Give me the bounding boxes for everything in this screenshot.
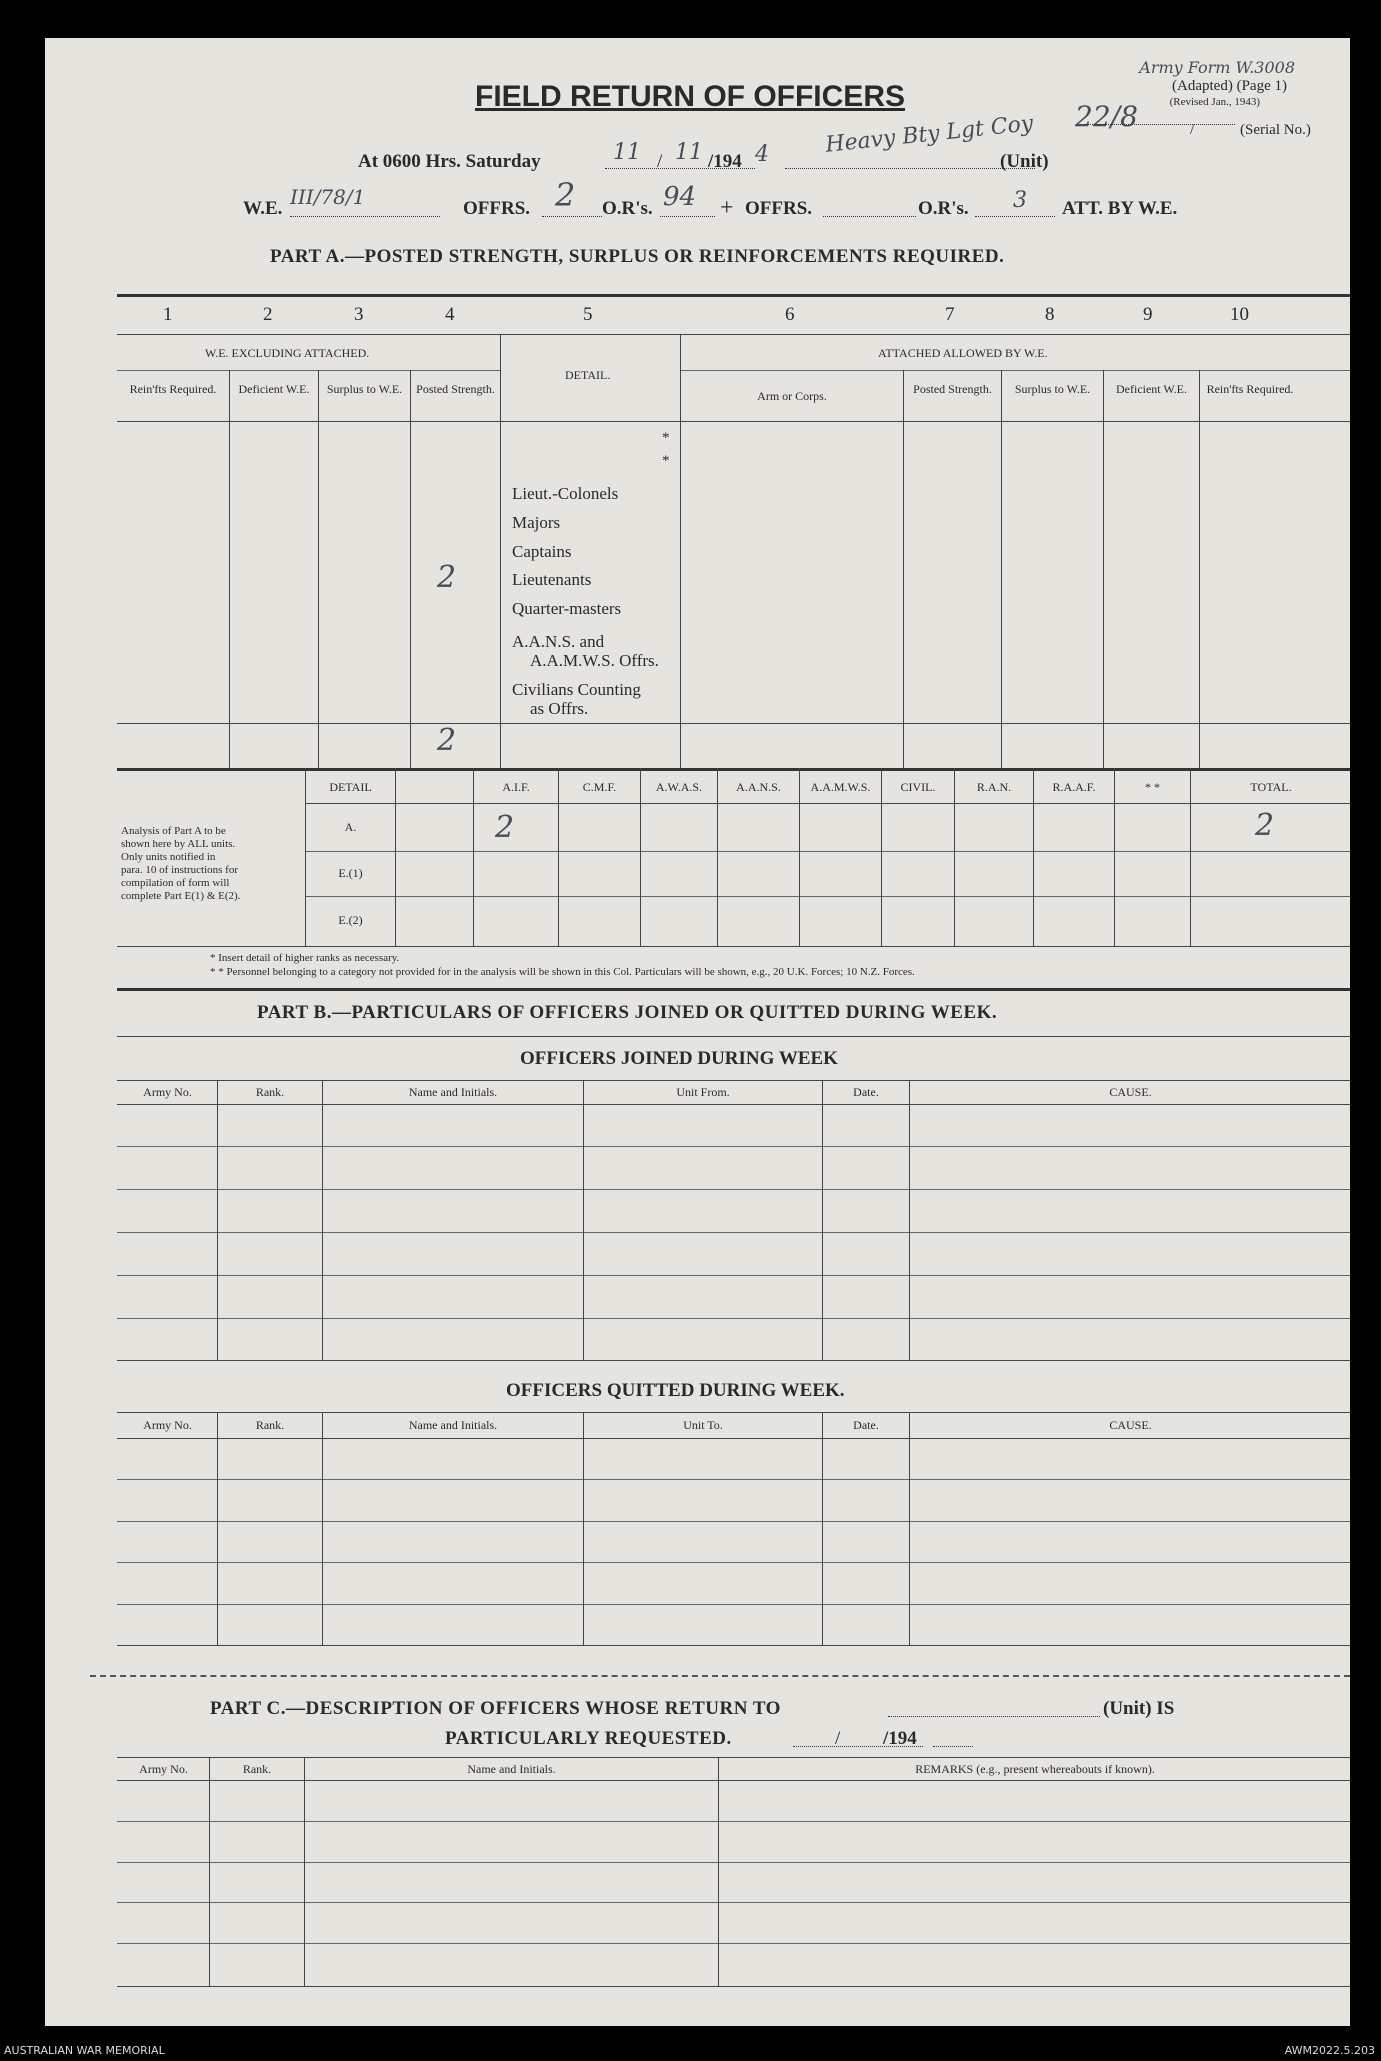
col-number: 2 — [263, 304, 273, 325]
part-a-heading: PART A.—POSTED STRENGTH, SURPLUS OR REINFORCEMENTS REQUIRED. — [270, 246, 1005, 267]
part-c-col-army-no: Army No. — [139, 1762, 188, 1776]
joined-col-unit-from: Unit From. — [676, 1085, 730, 1099]
lieutenants-posted-value: 2 — [437, 560, 457, 595]
quitted-col-army-no: Army No. — [143, 1418, 192, 1432]
joined-title: OFFICERS JOINED DURING WEEK — [520, 1048, 838, 1069]
analysis-header-cmf: C.M.F. — [582, 780, 617, 794]
rank-majors: Majors — [512, 513, 561, 532]
unit-label: (Unit) — [1000, 151, 1049, 172]
ors2-value: 3 — [1013, 188, 1027, 213]
footer-source: AUSTRALIAN WAR MEMORIAL — [4, 2044, 165, 2057]
offrs2-label: OFFRS. — [745, 198, 813, 219]
analysis-header-civil: CIVIL. — [900, 780, 936, 794]
detail-header: DETAIL. — [565, 368, 611, 382]
part-c-heading-b: PARTICULARLY REQUESTED. — [445, 1728, 732, 1749]
day-value: 11 — [613, 140, 641, 165]
revised-label: (Revised Jan., 1943) — [1169, 96, 1260, 108]
rank-quarter-masters: Quarter-masters — [512, 599, 622, 618]
page-title: FIELD RETURN OF OFFICERS — [475, 80, 905, 113]
rank-civilians: Civilians Counting — [512, 680, 641, 699]
col-header-reinfts: Rein'fts Required. — [129, 382, 217, 396]
asterisk: * — [662, 430, 670, 446]
quitted-title: OFFICERS QUITTED DURING WEEK. — [506, 1380, 845, 1401]
month-value: 11 — [675, 140, 703, 165]
group-left-header: W.E. EXCLUDING ATTACHED. — [205, 346, 370, 360]
at-label: At 0600 Hrs. Saturday — [358, 151, 541, 172]
year-digit: 4 — [755, 142, 769, 167]
quitted-col-name: Name and Initials. — [408, 1418, 498, 1432]
col-header-deficient: Deficient W.E. — [238, 382, 310, 396]
offrs-value: 2 — [555, 176, 576, 214]
col-number: 8 — [1045, 304, 1055, 325]
footnote-1: * Insert detail of higher ranks as necessary. — [210, 952, 400, 964]
col-number: 9 — [1143, 304, 1153, 325]
col-header-att-posted: Posted Strength. — [913, 382, 992, 396]
offrs-label: OFFRS. — [463, 198, 531, 219]
rank-aamws: A.A.M.W.S. Offrs. — [530, 651, 659, 670]
year-prefix: /194 — [708, 151, 742, 172]
ors-value: 94 — [663, 182, 697, 212]
analysis-note: Analysis of Part A to be shown here by ALL units. Only units notified in para. 10 of instructions for compilation of form will complete Part E(1) & E(2). — [121, 825, 241, 902]
rank-captains: Captains — [512, 542, 572, 561]
quitted-col-rank: Rank. — [255, 1418, 285, 1432]
serial-value: 22/8 — [1075, 100, 1138, 133]
rank-lieutenants: Lieutenants — [512, 570, 592, 589]
adapted-label: (Adapted) (Page 1) — [1172, 78, 1287, 94]
col-header-posted: Posted Strength. — [416, 382, 495, 396]
analysis-row-e1: E.(1) — [338, 866, 363, 880]
col-number: 3 — [354, 304, 364, 325]
asterisk: * — [662, 453, 670, 469]
army-form-label: Army Form W.3008 — [1139, 58, 1295, 77]
rank-lieut-colonels: Lieut.-Colonels — [512, 484, 619, 503]
joined-col-rank: Rank. — [255, 1085, 285, 1099]
rank-as-offrs: as Offrs. — [530, 699, 589, 718]
analysis-row-a: A. — [344, 820, 357, 834]
analysis-header-other: * * — [1145, 780, 1160, 794]
form-sheet: Army Form W.3008 (Adapted) (Page 1) (Revised Jan., 1943) 22/8 / (Serial No.) FIELD RETURN OF OFFICERS At 0600 Hrs. Saturday 11 / 11 /194 4 Heavy Bty Lgt Coy (Unit) W.E. III/78/1 OFFRS. 2 O.R's. 94 + OFFRS. O.R's. 3 ATT. BY W.E. PART A.—POSTED STRENGTH, SURPLUS OR REINFORCEMENTS REQUIRED. 1 2 3 4 5 6 7 8 9 10 W.E. EXCLUDING ATTACHED. ATTACHED ALLOWED BY W.E. DETAIL. Rein'fts Required. Deficient W.E. Surplus to W.E. Posted Strength. Arm or Corps. Posted Strength. Surplus to W.E. Deficient W.E. Rein'fts Required. * * Lieut.-Colonels Majors Captains Lieutenants Quarter-masters A.A.N.S. and A.A.M.W.S. Offrs. Civilians Counting as Offrs. 2 2 Analysis of Part A to be shown here by ALL units. Only units notified in para. 10 of instructions for compilation of form will complete Part E(1) & E(2). DETAIL A.I.F. C.M.F. A.W.A.S. A.A.N.S. A.A.M.W.S. CIVIL. R.A.N. R.A.A.F. * * TOTAL. A. E.(1) E.(2) 2 2 * Insert detail of higher ranks as necessary. * * Personnel belonging to a category not provided for in the analysis will be shown in this Col. Particulars will be shown, e.g., 20 U.K. Forces; 10 N.Z. Forces. PART B.—PARTICULARS OF OFFICERS JOINED OR QUITTED DURING WEEK. OFFICERS JOINED DURING WEEK Army No. Rank. Name and Initials. Unit From. Date. CAUSE. OFFICERS QUITTED DURING WEEK. Army No. Rank. Name and Initials. Unit To. Date. CAUSE. PART C.—DESCRIPTION OF OFFICERS WHOSE RETURN TO (Unit) IS PARTICULARLY REQUESTED. / /194 Army No. Rank. Name and Initials. REMARKS (e.g., present whereabouts if known). — [45, 38, 1350, 2026]
analysis-header-awas: A.W.A.S. — [655, 780, 703, 794]
part-c-date-suffix: /194 — [883, 1728, 917, 1749]
plus-sign: + — [720, 195, 734, 221]
quitted-col-date: Date. — [853, 1418, 879, 1432]
analysis-header-detail: DETAIL — [329, 780, 372, 794]
col-header-arm-corps: Arm or Corps. — [757, 389, 827, 403]
analysis-header-total: TOTAL. — [1250, 780, 1292, 794]
total-posted-value: 2 — [437, 723, 457, 758]
analysis-header-raaf: R.A.A.F. — [1052, 780, 1096, 794]
joined-col-date: Date. — [853, 1085, 879, 1099]
col-number: 1 — [163, 304, 173, 325]
part-b-heading: PART B.—PARTICULARS OF OFFICERS JOINED OR QUITTED DURING WEEK. — [257, 1002, 998, 1023]
col-number: 10 — [1230, 304, 1249, 325]
serial-line — [1085, 124, 1235, 125]
col-header-att-reinfts: Rein'fts Required. — [1206, 382, 1294, 396]
serial-label: (Serial No.) — [1240, 122, 1311, 138]
we-label: W.E. — [243, 198, 283, 219]
ors-label: O.R's. — [602, 198, 653, 219]
col-header-att-deficient: Deficient W.E. — [1116, 382, 1187, 396]
rank-aans: A.A.N.S. and — [512, 632, 605, 651]
we-value: III/78/1 — [290, 185, 366, 209]
part-c-col-remarks: REMARKS (e.g., present whereabouts if known). — [915, 1762, 1155, 1776]
unit-value: Heavy Bty Lgt Coy — [824, 111, 1035, 158]
analysis-row-e2: E.(2) — [338, 913, 363, 927]
quitted-col-unit-to: Unit To. — [683, 1418, 723, 1432]
analysis-header-ran: R.A.N. — [976, 780, 1012, 794]
joined-col-cause: CAUSE. — [1109, 1085, 1152, 1099]
col-number: 4 — [445, 304, 455, 325]
att-label: ATT. BY W.E. — [1062, 198, 1178, 219]
part-c-col-name: Name and Initials. — [467, 1762, 556, 1776]
joined-col-name: Name and Initials. — [408, 1085, 498, 1099]
col-number: 6 — [785, 304, 795, 325]
ors2-label: O.R's. — [918, 198, 969, 219]
footnote-2: * * Personnel belonging to a category not provided for in the analysis will be shown in this Col. Particulars will be shown, e.g., 20 U.K. Forces; 10 N.Z. Forces. — [210, 966, 915, 978]
analysis-header-aif: A.I.F. — [502, 780, 530, 794]
joined-col-army-no: Army No. — [143, 1085, 192, 1099]
analysis-header-aamws: A.A.M.W.S. — [810, 780, 871, 794]
col-header-surplus: Surplus to W.E. — [326, 382, 403, 396]
col-number: 7 — [945, 304, 955, 325]
footer-id: AWM2022.5.203 — [1284, 2044, 1375, 2057]
part-c-heading-a: PART C.—DESCRIPTION OF OFFICERS WHOSE RETURN TO — [210, 1698, 781, 1719]
group-right-header: ATTACHED ALLOWED BY W.E. — [878, 346, 1048, 360]
part-c-col-rank: Rank. — [242, 1762, 272, 1776]
col-number: 5 — [583, 304, 593, 325]
analysis-a-total-value: 2 — [1255, 808, 1275, 843]
col-header-att-surplus: Surplus to W.E. — [1014, 382, 1091, 396]
quitted-col-cause: CAUSE. — [1109, 1418, 1152, 1432]
analysis-header-aans: A.A.N.S. — [736, 780, 781, 794]
analysis-a-aif-value: 2 — [495, 810, 515, 845]
part-c-heading-unit: (Unit) IS — [1103, 1698, 1175, 1719]
